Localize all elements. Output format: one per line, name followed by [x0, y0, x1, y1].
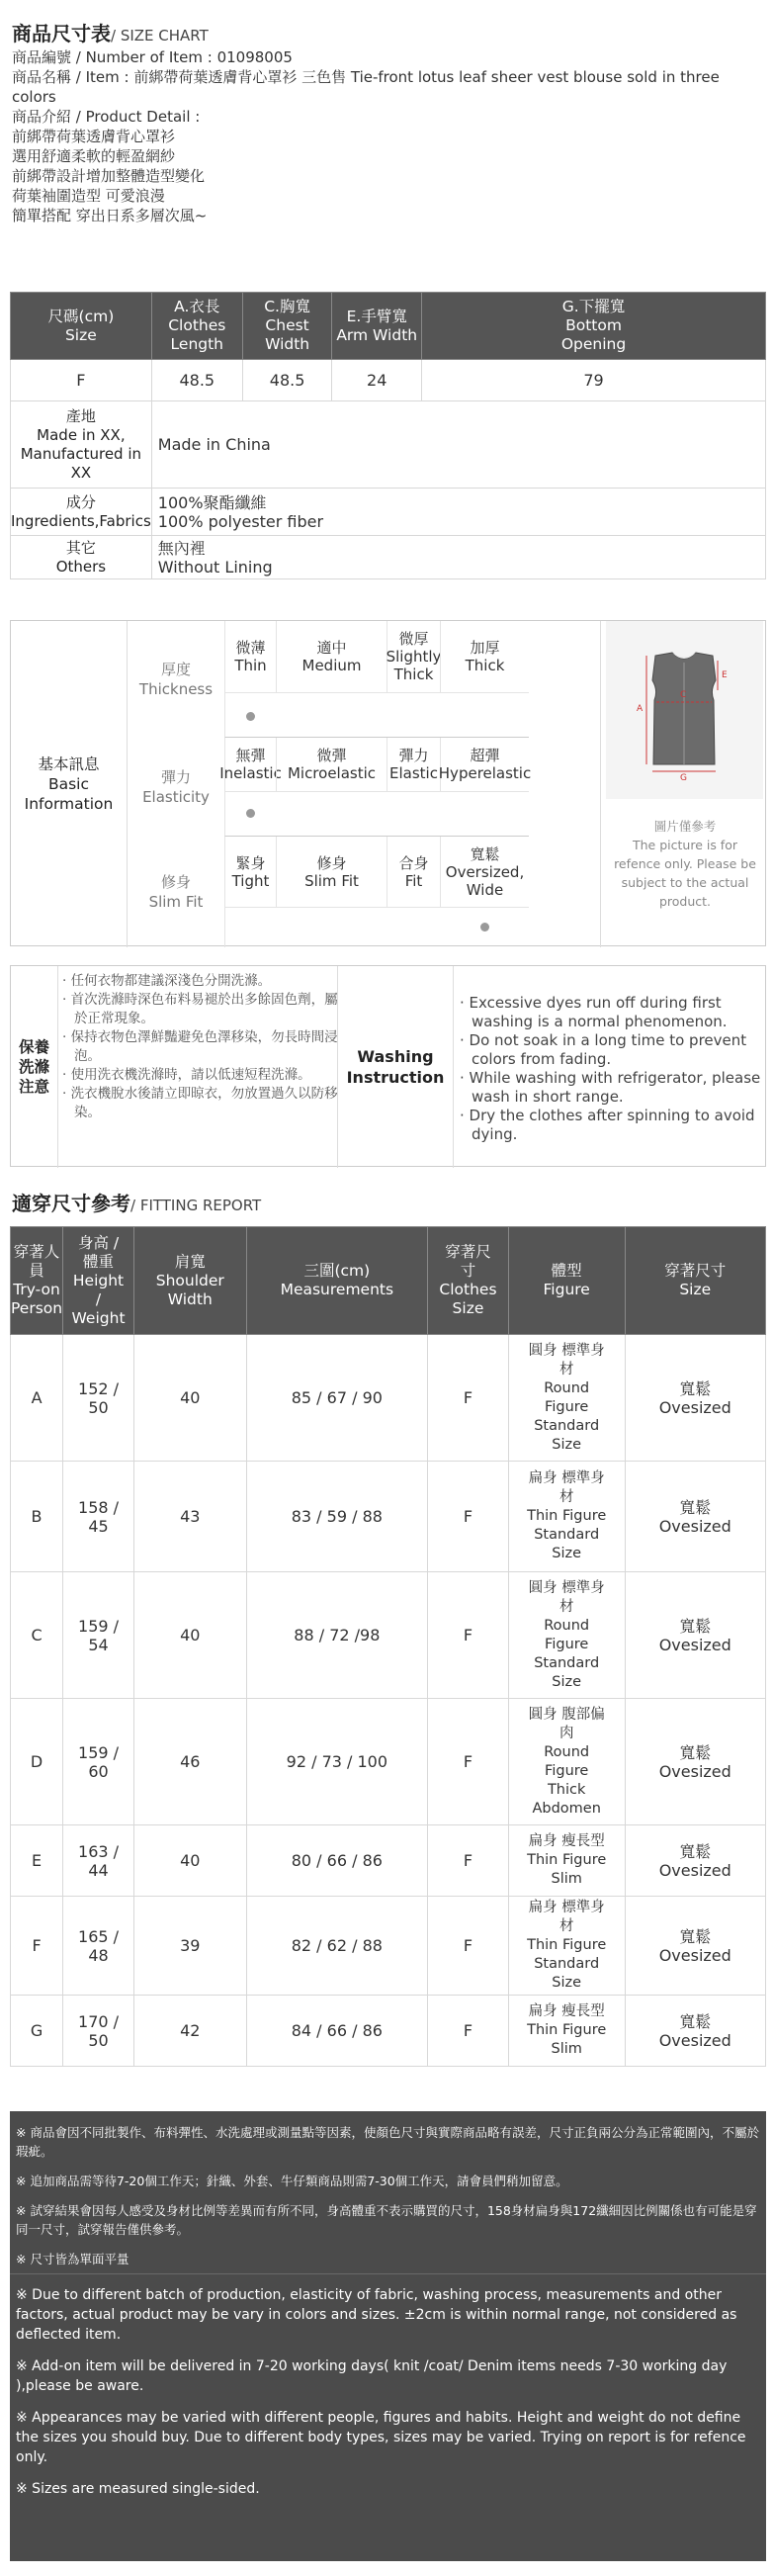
origin-value: Made in China: [151, 401, 765, 489]
length-cell: 48.5: [151, 360, 242, 401]
fitting-row: [11, 1335, 766, 1462]
note-zh: ※ 尺寸皆為單面平量: [16, 2252, 129, 2266]
person-cell: G: [11, 1996, 63, 2067]
person-cell: E: [11, 1825, 63, 1897]
height-weight-cell: 159 / 60: [63, 1699, 134, 1825]
ingredients-value: 100%聚酯纖維 100% polyester fiber: [151, 489, 765, 536]
thickness-category: 厚度 Thickness: [138, 661, 214, 698]
size-chart-subtitle: / SIZE CHART: [111, 27, 209, 44]
shoulder-cell: 42: [133, 1996, 246, 2067]
diagram-letter-a: A: [637, 704, 644, 714]
clothes-size-cell: F: [428, 1572, 509, 1699]
washing-zh-item: · 任何衣物都建議深淺色分開洗滌。: [62, 973, 272, 989]
basic-info-grid: [128, 621, 600, 947]
fit-size-cell: 寬鬆 Ovesized: [625, 1825, 766, 1897]
fit-option-fit: 合身 Fit: [386, 837, 440, 908]
size-cell: F: [11, 360, 152, 401]
height-weight-cell: 152 / 50: [63, 1335, 134, 1462]
size-table: [10, 292, 766, 579]
elasticity-option-microelastic: 微彈 Microelastic: [276, 738, 386, 792]
measurements-cell: 80 / 66 / 86: [246, 1825, 427, 1897]
intro-line: 商品名稱 / Item : 前綁帶荷葉透膚背心罩衫 三色售 Tie-front lotus leaf sheer vest blouse sold in three colors: [12, 68, 725, 106]
elasticity-option-inelastic: 無彈 Inelastic: [224, 738, 276, 792]
figure-cell: 扁身 標準身 材 Thin Figure Standard Size: [508, 1897, 625, 1996]
fit-size-cell: 寬鬆 Ovesized: [625, 1462, 766, 1572]
ingredients-row: [11, 489, 766, 536]
elasticity-option-hyperelastic: 超彈 Hyperelastic: [440, 738, 529, 792]
washing-list-zh: [62, 972, 339, 1122]
height-weight-cell: 170 / 50: [63, 1996, 134, 2067]
elasticity-indicator-row: [224, 792, 529, 837]
elasticity-selected-dot: [246, 809, 255, 818]
others-label: 其它 Others: [11, 536, 152, 579]
fitting-row: [11, 1462, 766, 1572]
others-row: [11, 536, 766, 579]
washing-title-en: Washing Instruction: [337, 966, 454, 1168]
notes-en: [16, 2285, 759, 2511]
size-col-header: 尺碼(cm) Size: [11, 293, 152, 360]
measurements-cell: 88 / 72 /98: [246, 1572, 427, 1699]
washing-en-item: · Dry the clothes after spinning to avoid dying.: [460, 1107, 755, 1143]
product-intro: [12, 47, 763, 225]
chest-cell: 48.5: [242, 360, 332, 401]
chest-col-header: C.胸寬 Chest Width: [242, 293, 332, 360]
washing-zh-item: · 使用洗衣機洗滌時，請以低速短程洗滌。: [62, 1067, 311, 1083]
washing-zh-item: · 首次洗滌時深色布料易褪於出多餘固色劑，屬於正常現象。: [62, 992, 338, 1026]
person-cell: F: [11, 1897, 63, 1996]
fitting-row: [11, 1996, 766, 2067]
notes-panel: [10, 2111, 766, 2561]
figure-cell: 扁身 標準身 材 Thin Figure Standard Size: [508, 1462, 625, 1572]
height-weight-cell: 159 / 54: [63, 1572, 134, 1699]
shoulder-cell: 40: [133, 1825, 246, 1897]
washing-zh-item: · 洗衣機脫水後請立即晾衣，勿放置過久以防移染。: [62, 1086, 338, 1120]
washing-list-en: [460, 994, 764, 1144]
washing-en-item: · Do not soak in a long time to prevent colors from fading.: [460, 1031, 747, 1068]
height-weight-col-header: 身高 / 體重 Height / Weight: [63, 1227, 134, 1335]
measurements-cell: 85 / 67 / 90: [246, 1335, 427, 1462]
clothes-size-cell: F: [428, 1996, 509, 2067]
thickness-option-thin: 微薄 Thin: [224, 621, 276, 693]
size-chart-title: 商品尺寸表: [12, 22, 111, 45]
shoulder-cell: 46: [133, 1699, 246, 1825]
intro-line: 商品介紹 / Product Detail :: [12, 108, 201, 126]
size-chart-header: [12, 18, 209, 46]
basic-info-panel: [10, 620, 766, 946]
washing-zh-item: · 保持衣物色澤鮮豔避免色澤移染，勿長時間浸泡。: [62, 1029, 338, 1064]
clothes-size-cell: F: [428, 1825, 509, 1897]
person-cell: A: [11, 1335, 63, 1462]
shoulder-col-header: 肩寬 Shoulder Width: [133, 1227, 246, 1335]
ingredients-label: 成分 Ingredients,Fabrics: [11, 489, 152, 536]
thickness-option-thick: 加厚 Thick: [440, 621, 529, 693]
measurements-cell: 82 / 62 / 88: [246, 1897, 427, 1996]
note-zh: ※ 追加商品需等待7-20個工作天；針織、外套、牛仔類商品則需7-30個工作天，請會員們稍加留意。: [16, 2174, 568, 2188]
basic-info-title: 基本訊息 Basic Information: [11, 621, 128, 947]
fitting-row: [11, 1699, 766, 1825]
bottom-cell: 79: [422, 360, 766, 401]
arm-cell: 24: [332, 360, 422, 401]
note-zh: ※ 商品會因不同批製作、布料彈性、水洗處理或測量點等因素，使顏色尺寸與實際商品略有誤差，尺寸正負兩公分為正常範圍內，不屬於瑕疵。: [16, 2125, 759, 2159]
figure-cell: 圓身 標準身 材 Round Figure Standard Size: [508, 1572, 625, 1699]
fit-size-cell: 寬鬆 Ovesized: [625, 1699, 766, 1825]
fit-option-oversized: 寬鬆 Oversized, Wide: [440, 837, 529, 908]
fitting-row: [11, 1825, 766, 1897]
fit-selected-dot: [480, 923, 489, 932]
intro-line: 商品編號 / Number of Item : 01098005: [12, 48, 293, 66]
elasticity-option-elastic: 彈力 Elastic: [386, 738, 440, 792]
shoulder-cell: 43: [133, 1462, 246, 1572]
notes-divider: [10, 2273, 766, 2274]
fitting-report-subtitle: / FITTING REPORT: [130, 1197, 262, 1214]
shoulder-cell: 40: [133, 1572, 246, 1699]
fit-size-col-header: 穿著尺寸 Size: [625, 1227, 766, 1335]
measurements-cell: 83 / 59 / 88: [246, 1462, 427, 1572]
person-col-header: 穿著人 員 Try-on Person: [11, 1227, 63, 1335]
shoulder-cell: 39: [133, 1897, 246, 1996]
person-cell: C: [11, 1572, 63, 1699]
fit-size-cell: 寬鬆 Ovesized: [625, 1572, 766, 1699]
figure-col-header: 體型 Figure: [508, 1227, 625, 1335]
figure-cell: 扁身 瘦長型 Thin Figure Slim: [508, 1996, 625, 2067]
fit-size-cell: 寬鬆 Ovesized: [625, 1996, 766, 2067]
person-cell: D: [11, 1699, 63, 1825]
clothes-size-cell: F: [428, 1335, 509, 1462]
fit-option-tight: 緊身 Tight: [224, 837, 276, 908]
fitting-table-body: [11, 1335, 766, 2067]
note-en: ※ Sizes are measured single-sided.: [16, 2481, 260, 2497]
height-weight-cell: 165 / 48: [63, 1897, 134, 1996]
size-table-header: [11, 293, 766, 360]
note-zh: ※ 試穿結果會因每人感受及身材比例等差異而有所不同，身高體重不表示購買的尺寸，158身材扁身與172纖細因比例關係也有可能是穿同一尺寸，試穿報告僅供參考。: [16, 2203, 757, 2237]
fitting-row: [11, 1897, 766, 1996]
note-en: ※ Add-on item will be delivered in 7-20 working days( knit /coat/ Denim items needs 7-30 working day ),please be aware.: [16, 2358, 728, 2394]
height-weight-cell: 158 / 45: [63, 1462, 134, 1572]
thickness-option-slightly-thick: 微厚 Slightly Thick: [386, 621, 440, 693]
origin-row: [11, 401, 766, 489]
intro-line: 簡單搭配 穿出日系多層次風~: [12, 207, 208, 224]
figure-cell: 扁身 瘦長型 Thin Figure Slim: [508, 1825, 625, 1897]
fitting-report-header: [12, 1188, 261, 1216]
thickness-selected-dot: [246, 712, 255, 721]
intro-line: 荷葉袖圍造型 可愛浪漫: [12, 187, 165, 205]
fit-option-slim: 修身 Slim Fit: [276, 837, 386, 908]
washing-en-item: · Excessive dyes run off during first washing is a normal phenomenon.: [460, 994, 728, 1030]
bottom-col-header: G.下擺寬 Bottom Opening: [422, 293, 766, 360]
thickness-indicator-row: [224, 693, 529, 738]
fit-size-cell: 寬鬆 Ovesized: [625, 1897, 766, 1996]
washing-title-zh: 保養 洗滌 注意: [11, 966, 58, 1168]
fitting-report-title: 適穿尺寸參考: [12, 1192, 130, 1215]
diagram-caption: 圖片僅參考 The picture is for refence only. Please be subject to the actual product.: [614, 819, 756, 909]
length-col-header: A.衣長 Clothes Length: [151, 293, 242, 360]
clothes-size-cell: F: [428, 1897, 509, 1996]
slim-fit-category: 修身 Slim Fit: [148, 873, 204, 911]
washing-panel: [10, 965, 766, 1167]
intro-line: 前綁帶設計增加整體造型變化: [12, 167, 206, 185]
elasticity-category: 彈力 Elasticity: [142, 768, 210, 806]
others-value: 無內裡 Without Lining: [151, 536, 765, 579]
measurements-col-header: 三圍(cm) Measurements: [246, 1227, 427, 1335]
diagram-letter-g: G: [680, 773, 687, 783]
note-en: ※ Appearances may be varied with different people, figures and habits. Height and weight do not define the sizes you should buy. Due to different body types, sizes may be varied. Trying on report is for refence only.: [16, 2410, 746, 2465]
intro-line: 前綁帶荷葉透膚背心罩衫: [12, 128, 176, 145]
diagram-letter-e: E: [722, 670, 728, 680]
figure-cell: 圓身 腹部偏 肉 Round Figure Thick Abdomen: [508, 1699, 625, 1825]
person-cell: B: [11, 1462, 63, 1572]
measurements-cell: 84 / 66 / 86: [246, 1996, 427, 2067]
figure-cell: 圓身 標準身 材 Round Figure Standard Size: [508, 1335, 625, 1462]
clothes-size-cell: F: [428, 1699, 509, 1825]
fitting-table-header: [11, 1227, 766, 1335]
clothes-size-cell: F: [428, 1462, 509, 1572]
washing-en-item: · While washing with refrigerator, please wash in short range.: [460, 1069, 761, 1106]
note-en: ※ Due to different batch of production, elasticity of fabric, washing process, measurements and other factors, actual product may be vary in colors and sizes. ±2cm is within normal range, not considered as deflected item.: [16, 2287, 737, 2343]
arm-col-header: E.手臂寬 Arm Width: [332, 293, 422, 360]
shoulder-cell: 40: [133, 1335, 246, 1462]
clothes-size-col-header: 穿著尺 寸 Clothes Size: [428, 1227, 509, 1335]
garment-diagram: [600, 621, 767, 947]
measurements-cell: 92 / 73 / 100: [246, 1699, 427, 1825]
height-weight-cell: 163 / 44: [63, 1825, 134, 1897]
thickness-option-medium: 適中 Medium: [276, 621, 386, 693]
intro-line: 選用舒適柔軟的輕盈網紗: [12, 147, 176, 165]
fitting-row: [11, 1572, 766, 1699]
diagram-letter-c: C: [680, 690, 687, 700]
fit-size-cell: 寬鬆 Ovesized: [625, 1335, 766, 1462]
origin-label: 產地 Made in XX, Manufactured in XX: [11, 401, 152, 489]
notes-zh: [16, 2123, 759, 2279]
size-row-f: [11, 360, 766, 401]
fitting-table: [10, 1226, 766, 2067]
